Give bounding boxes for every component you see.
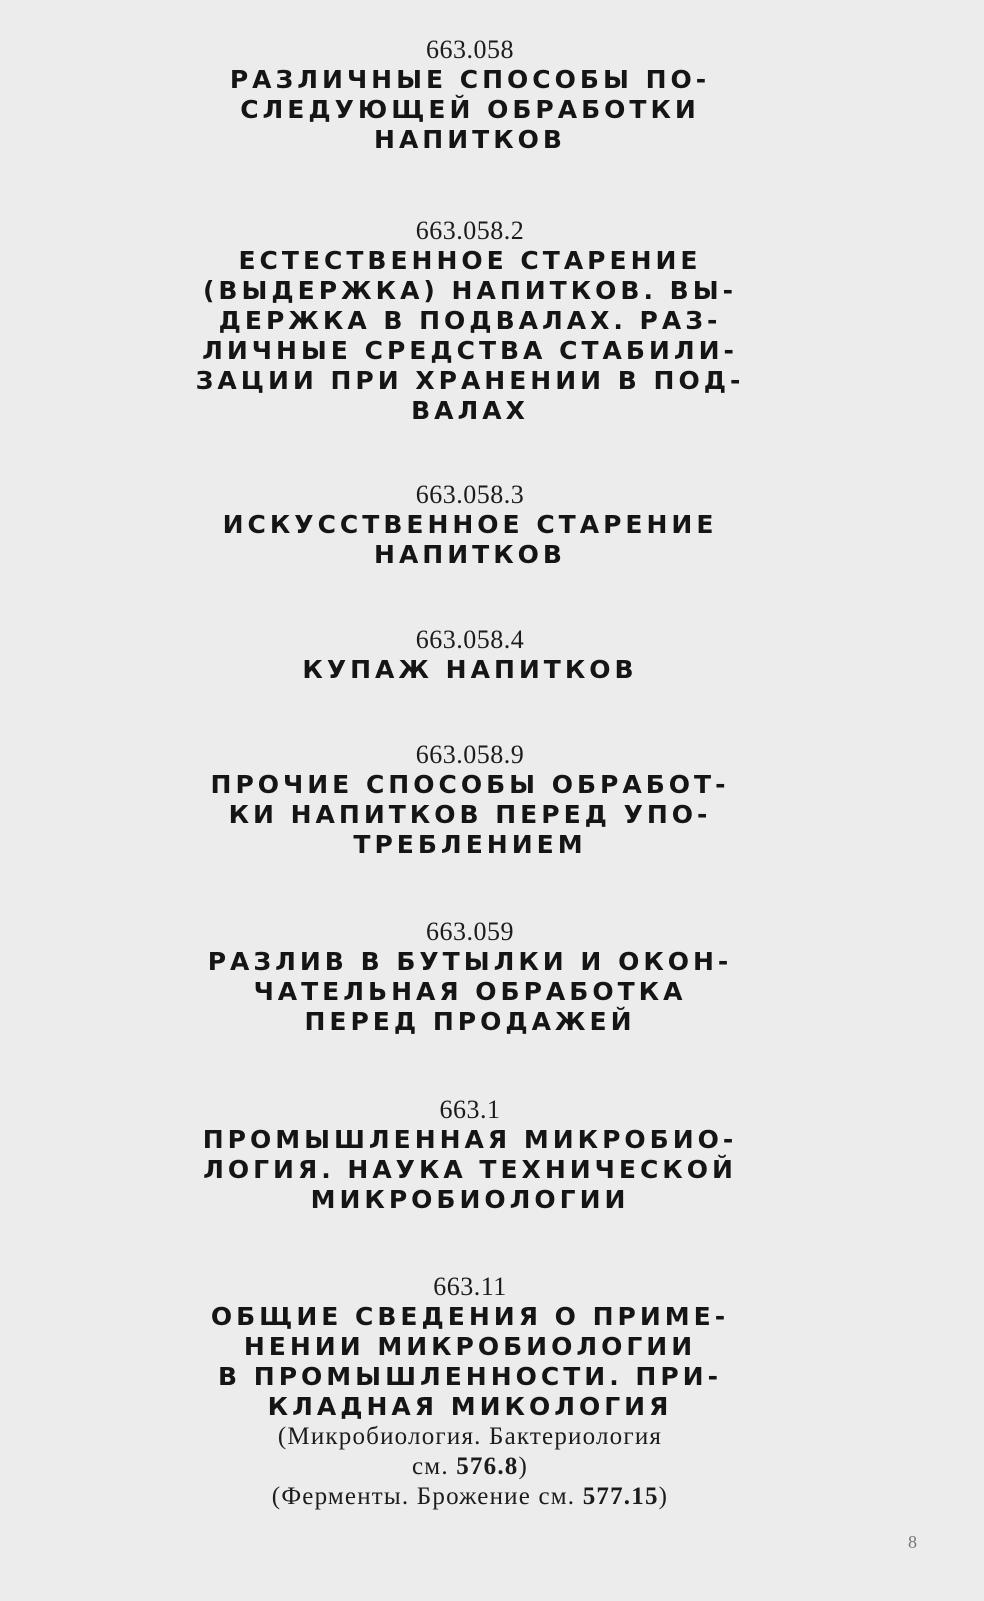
entry-heading-line: (ВЫДЕРЖКА) НАПИТКОВ. ВЫ-: [202, 276, 737, 305]
entry-heading-line: ВАЛАХ: [411, 396, 529, 425]
entry-heading-line: В ПРОМЫШЛЕННОСТИ. ПРИ-: [218, 1362, 722, 1391]
cross-reference-note: [190, 1482, 750, 1512]
entry-code: 663.058.3: [415, 480, 525, 509]
classification-entry: [190, 1095, 750, 1215]
note-text: см.: [412, 1453, 457, 1480]
entry-heading-line: МИКРОБИОЛОГИИ: [310, 1185, 630, 1214]
entry-heading-line: ПРОЧИЕ СПОСОБЫ ОБРАБОТ-: [210, 770, 730, 799]
entry-code: 663.11: [433, 1272, 507, 1301]
classification-entry: [190, 35, 750, 155]
entry-heading-line: ЕСТЕСТВЕННОЕ СТАРЕНИЕ: [238, 246, 702, 275]
entry-heading-line: РАЗЛИЧНЫЕ СПОСОБЫ ПО-: [229, 65, 711, 94]
entry-heading-line: КУПАЖ НАПИТКОВ: [302, 655, 638, 684]
note-text: ): [658, 1483, 669, 1510]
cross-reference-note: [190, 1422, 750, 1452]
entry-heading-line: ОБЩИЕ СВЕДЕНИЯ О ПРИМЕ-: [210, 1302, 730, 1331]
entry-heading-line: НАПИТКОВ: [374, 540, 566, 569]
entry-heading-line: СЛЕДУЮЩЕЙ ОБРАБОТКИ: [240, 95, 700, 124]
entry-heading-line: ЛИЧНЫЕ СРЕДСТВА СТАБИЛИ-: [202, 336, 738, 365]
entry-heading-line: ДЕРЖКА В ПОДВАЛАХ. РАЗ-: [218, 306, 722, 335]
entry-heading-line: ЗАЦИИ ПРИ ХРАНЕНИИ В ПОД-: [195, 366, 745, 395]
entry-heading-line: ЧАТЕЛЬНАЯ ОБРАБОТКА: [253, 977, 687, 1006]
entry-heading-line: ИСКУССТВЕННОЕ СТАРЕНИЕ: [222, 510, 718, 539]
note-text: (Микробиология. Бактериология: [277, 1423, 663, 1450]
note-reference-code: 576.8: [456, 1453, 519, 1480]
entry-code: 663.059: [426, 917, 514, 946]
note-reference-code: 577.15: [582, 1483, 659, 1510]
entry-heading-line: ПЕРЕД ПРОДАЖЕЙ: [304, 1007, 636, 1036]
classification-entry: [190, 917, 750, 1037]
entry-heading-line: ТРЕБЛЕНИЕМ: [353, 830, 587, 859]
entry-heading-line: КИ НАПИТКОВ ПЕРЕД УПО-: [228, 800, 712, 829]
classification-entry: [190, 216, 750, 426]
entry-code: 663.058: [426, 35, 514, 64]
cross-reference-note: [190, 1452, 750, 1482]
entry-heading-line: КЛАДНАЯ МИКОЛОГИЯ: [267, 1392, 673, 1421]
entry-code: 663.058.9: [415, 740, 525, 769]
classification-entry: [190, 480, 750, 570]
entry-heading-line: РАЗЛИВ В БУТЫЛКИ И ОКОН-: [207, 947, 733, 976]
classification-entry: [190, 625, 750, 685]
note-text: (Ферменты. Брожение см.: [271, 1483, 583, 1510]
entry-heading-line: ПРОМЫШЛЕННАЯ МИКРОБИО-: [202, 1125, 738, 1154]
classification-entry: [190, 1272, 750, 1512]
entry-code: 663.1: [439, 1095, 501, 1124]
classification-entry: [190, 740, 750, 860]
entry-heading-line: ЛОГИЯ. НАУКА ТЕХНИЧЕСКОЙ: [203, 1155, 737, 1184]
note-text: ): [518, 1453, 528, 1480]
entry-heading-line: НАПИТКОВ: [374, 125, 566, 154]
entry-code: 663.058.4: [415, 625, 525, 654]
entry-heading-line: НЕНИИ МИКРОБИОЛОГИИ: [243, 1332, 697, 1361]
page-number: 8: [908, 1532, 917, 1552]
entry-code: 663.058.2: [415, 216, 525, 245]
